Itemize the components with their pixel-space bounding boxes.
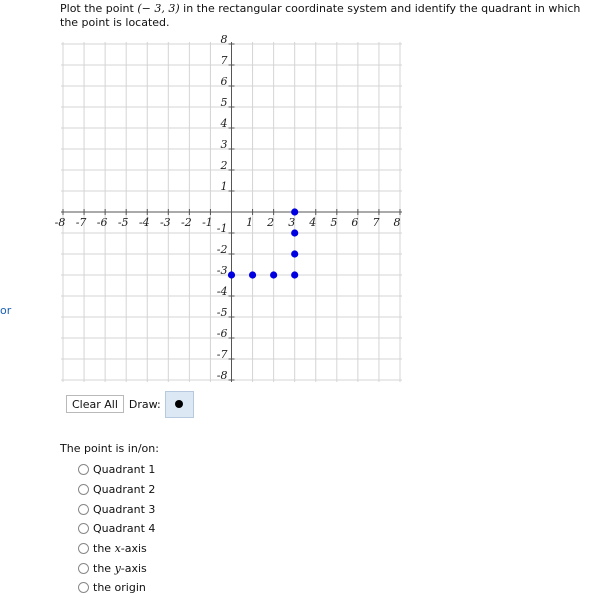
draw-point-tool-button[interactable]: [165, 391, 194, 418]
option-label-suffix: -axis: [120, 542, 147, 556]
axes: [61, 42, 402, 382]
plotted-point[interactable]: [291, 229, 298, 236]
x-tick-label: -8: [54, 216, 66, 229]
x-tick-label: -4: [138, 216, 150, 229]
option-label: Quadrant 1: [93, 463, 156, 477]
y-tick-label: 3: [220, 138, 228, 151]
y-tick-label: -3: [216, 264, 228, 277]
option-y-axis[interactable]: [78, 558, 155, 578]
x-tick-label: 3: [288, 216, 296, 229]
y-tick-label: 4: [220, 117, 228, 130]
x-tick-label: -2: [181, 216, 192, 229]
question-suffix: in the rectangular coordinate system and identify the quadrant in which the point is located.: [60, 2, 581, 29]
radio-icon[interactable]: [78, 582, 89, 593]
point-tool-icon: [175, 400, 183, 408]
x-tick-label: 1: [246, 216, 254, 229]
y-tick-label: 5: [220, 96, 228, 109]
y-tick-label: -8: [216, 369, 228, 382]
y-tick-label: 8: [220, 33, 228, 46]
y-tick-label: -5: [216, 306, 228, 319]
option-origin[interactable]: [78, 578, 155, 598]
option-label-prefix: the: [93, 542, 115, 556]
plotted-point[interactable]: [249, 271, 256, 278]
option-x-axis[interactable]: [78, 539, 155, 559]
graph-toolbar: [66, 391, 194, 417]
option-quadrant-4[interactable]: [78, 519, 155, 539]
radio-icon[interactable]: [78, 504, 89, 515]
question-point: (− 3, 3): [137, 2, 180, 15]
radio-icon[interactable]: [78, 563, 89, 574]
y-tick-label: -1: [216, 222, 228, 235]
draw-label: Draw:: [128, 397, 161, 411]
x-tick-label: -3: [159, 216, 171, 229]
x-tick-label: -7: [75, 216, 87, 229]
option-label-var: y: [114, 561, 121, 575]
y-tick-label: 7: [220, 54, 228, 67]
y-tick-label: 6: [220, 75, 228, 88]
plotted-point[interactable]: [228, 271, 235, 278]
x-tick-label: -1: [202, 216, 213, 229]
radio-icon[interactable]: [78, 484, 89, 495]
axis-labels: [55, 33, 401, 382]
answer-options: [78, 460, 155, 598]
radio-icon[interactable]: [78, 464, 89, 475]
x-tick-label: 5: [330, 216, 338, 229]
x-tick-label: 6: [351, 216, 359, 229]
x-tick-label: -6: [96, 216, 108, 229]
y-tick-label: -2: [216, 243, 228, 256]
x-tick-label: 4: [309, 216, 317, 229]
side-link[interactable]: or: [0, 304, 12, 317]
radio-icon[interactable]: [78, 523, 89, 534]
radio-icon[interactable]: [78, 543, 89, 554]
plotted-point[interactable]: [270, 271, 277, 278]
y-tick-label: 2: [220, 159, 228, 172]
x-tick-label: 2: [267, 216, 275, 229]
plotted-point[interactable]: [291, 271, 298, 278]
question-prefix: Plot the point: [60, 2, 134, 15]
plotted-point[interactable]: [291, 250, 298, 257]
y-tick-label: -7: [216, 348, 228, 361]
y-tick-label: -4: [216, 285, 228, 298]
option-label: the origin: [93, 581, 146, 595]
option-quadrant-2[interactable]: [78, 480, 155, 500]
option-label: Quadrant 3: [93, 502, 156, 516]
clear-all-button[interactable]: Clear All: [66, 395, 124, 413]
option-quadrant-1[interactable]: [78, 460, 155, 480]
option-label-suffix: -axis: [120, 561, 147, 575]
option-label-var: x: [114, 542, 121, 556]
answer-prompt: The point is in/on:: [60, 442, 159, 455]
y-tick-label: -6: [216, 327, 228, 340]
option-label: Quadrant 4: [93, 522, 156, 536]
plotted-point[interactable]: [291, 208, 298, 215]
option-label-prefix: the: [93, 561, 115, 575]
option-quadrant-3[interactable]: [78, 499, 155, 519]
y-tick-label: 1: [220, 180, 228, 193]
x-tick-label: -5: [117, 216, 129, 229]
x-tick-label: 8: [393, 216, 401, 229]
x-tick-label: 7: [372, 216, 380, 229]
option-label: Quadrant 2: [93, 483, 156, 497]
